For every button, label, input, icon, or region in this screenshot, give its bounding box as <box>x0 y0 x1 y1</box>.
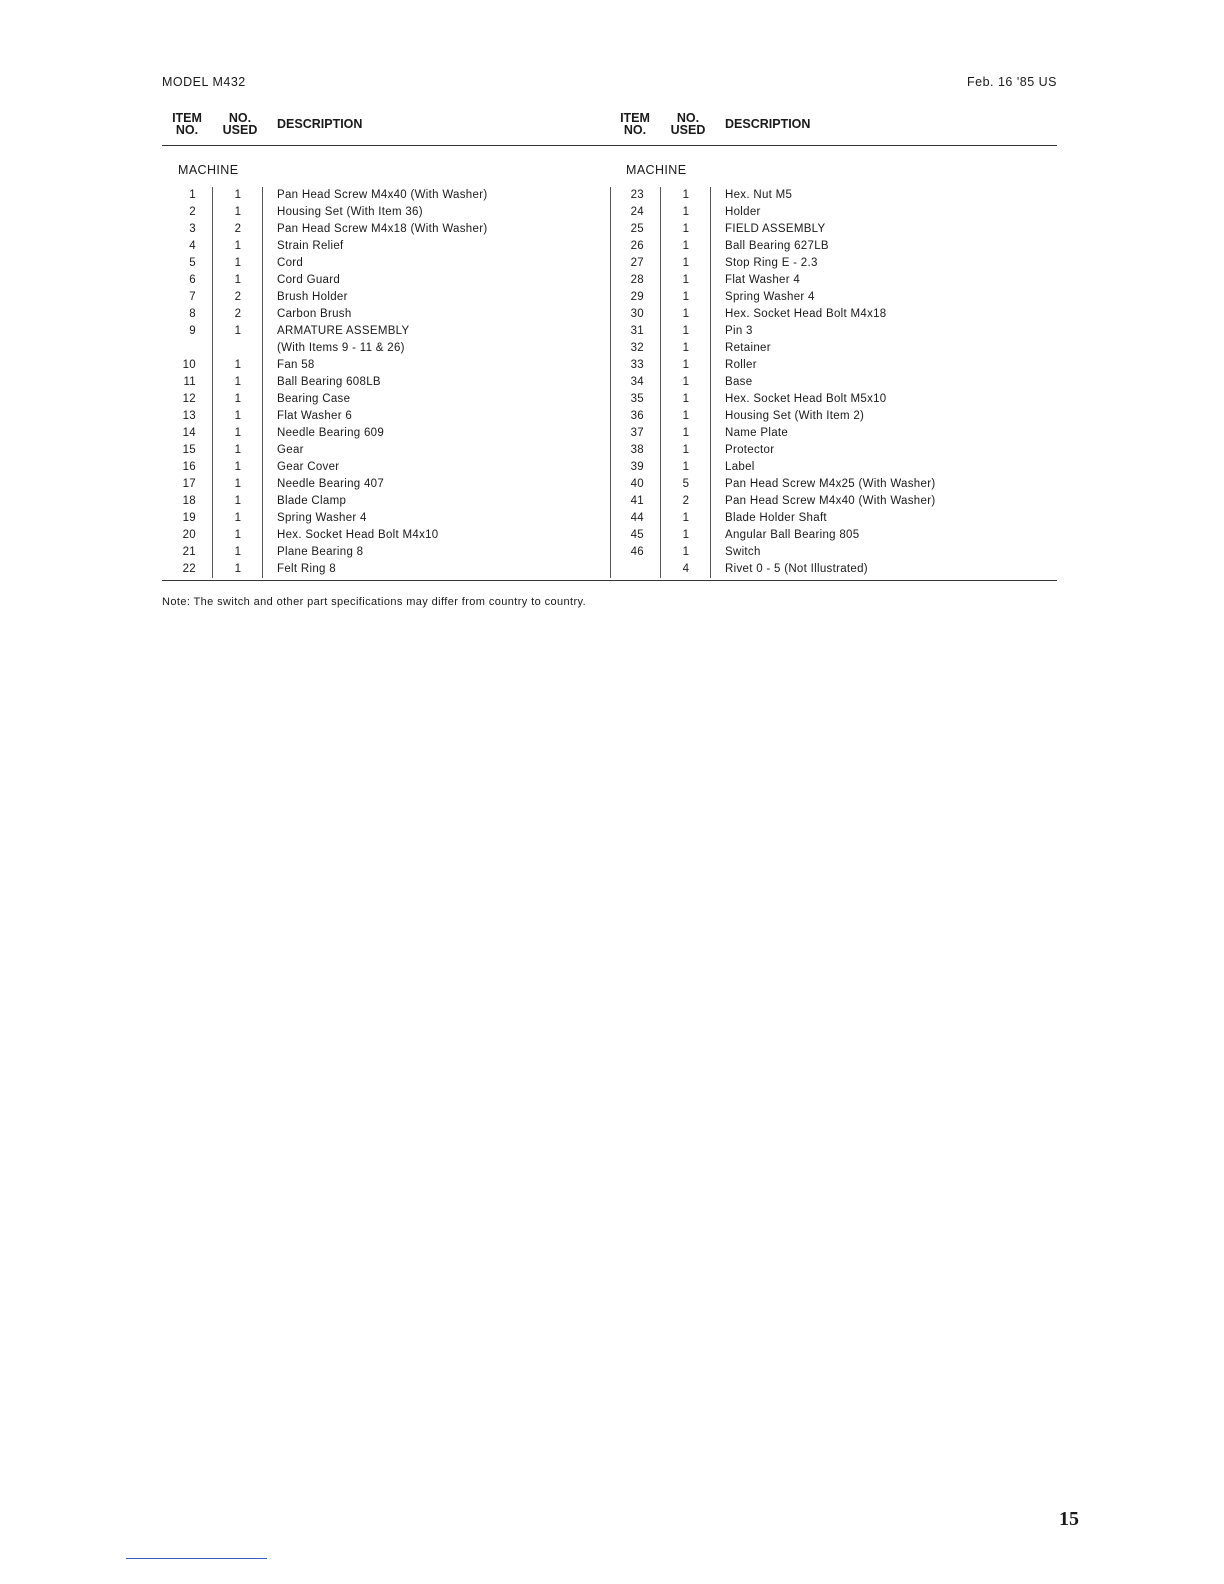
description-header: DESCRIPTION <box>277 117 363 131</box>
table-row <box>162 408 602 425</box>
quantity-used: 1 <box>682 274 690 286</box>
quantity-used: 1 <box>682 189 690 201</box>
item-no-header: ITEM NO. <box>172 111 202 137</box>
item-number: 34 <box>630 376 644 388</box>
item-number: 27 <box>630 257 644 269</box>
part-description: Hex. Socket Head Bolt M4x10 <box>277 529 439 541</box>
part-description: Spring Washer 4 <box>725 291 815 303</box>
quantity-used: 1 <box>682 376 690 388</box>
item-number: 16 <box>182 461 196 473</box>
no-used-header: NO. USED <box>670 111 706 137</box>
quantity-used: 1 <box>234 325 242 337</box>
part-description: Flat Washer 4 <box>725 274 801 286</box>
part-description: Carbon Brush <box>277 308 352 320</box>
item-number: 28 <box>630 274 644 286</box>
quantity-used: 1 <box>682 342 690 354</box>
table-row <box>162 306 602 323</box>
item-number: 44 <box>630 512 644 524</box>
part-description: Cord Guard <box>277 274 341 286</box>
part-description: Pan Head Screw M4x40 (With Washer) <box>725 495 936 507</box>
table-row <box>162 527 602 544</box>
table-row <box>162 238 602 255</box>
item-number: 13 <box>182 410 196 422</box>
quantity-used: 1 <box>234 206 242 218</box>
part-description: Blade Holder Shaft <box>725 512 827 524</box>
part-description: Retainer <box>725 342 771 354</box>
quantity-used: 1 <box>234 546 242 558</box>
item-number: 35 <box>630 393 644 405</box>
part-description: Spring Washer 4 <box>277 512 367 524</box>
part-description: ARMATURE ASSEMBLY <box>277 325 410 337</box>
part-description: Name Plate <box>725 427 789 439</box>
table-row <box>610 272 1050 289</box>
item-number: 20 <box>182 529 196 541</box>
item-number: 30 <box>630 308 644 320</box>
quantity-used: 1 <box>234 461 242 473</box>
item-number: 37 <box>630 427 644 439</box>
part-description: Protector <box>725 444 775 456</box>
item-number: 14 <box>182 427 196 439</box>
part-description: Hex. Socket Head Bolt M5x10 <box>725 393 887 405</box>
quantity-used: 1 <box>234 240 242 252</box>
quantity-used: 1 <box>234 393 242 405</box>
table-row <box>162 323 602 340</box>
part-description: Needle Bearing 609 <box>277 427 385 439</box>
part-description: Label <box>725 461 755 473</box>
quantity-used: 1 <box>234 444 242 456</box>
part-description: Housing Set (With Item 36) <box>277 206 423 218</box>
quantity-used: 1 <box>682 427 690 439</box>
table-row <box>610 459 1050 476</box>
table-bottom-rule <box>162 580 1057 581</box>
table-row <box>162 374 602 391</box>
table-row <box>610 561 1050 578</box>
item-number: 29 <box>630 291 644 303</box>
no-used-header: NO. USED <box>222 111 258 137</box>
part-description: Felt Ring 8 <box>277 563 336 575</box>
part-description: Ball Bearing 608LB <box>277 376 381 388</box>
quantity-used: 1 <box>234 563 242 575</box>
table-row <box>162 493 602 510</box>
quantity-used: 2 <box>234 291 242 303</box>
item-number: 24 <box>630 206 644 218</box>
table-row <box>610 357 1050 374</box>
item-number: 12 <box>182 393 196 405</box>
part-description: Gear Cover <box>277 461 340 473</box>
part-description: Pan Head Screw M4x25 (With Washer) <box>725 478 936 490</box>
part-description: Stop Ring E - 2.3 <box>725 257 818 269</box>
quantity-used: 1 <box>682 291 690 303</box>
footer-line <box>126 1558 267 1559</box>
table-row <box>162 272 602 289</box>
table-row <box>162 476 602 493</box>
table-row <box>162 442 602 459</box>
item-number: 38 <box>630 444 644 456</box>
part-description: FIELD ASSEMBLY <box>725 223 826 235</box>
quantity-used: 1 <box>682 240 690 252</box>
parts-list-table <box>162 108 1057 584</box>
table-row <box>610 544 1050 561</box>
model-label: MODEL M432 <box>162 75 246 89</box>
quantity-used: 2 <box>234 308 242 320</box>
item-number: 36 <box>630 410 644 422</box>
part-description: Pan Head Screw M4x40 (With Washer) <box>277 189 488 201</box>
item-number: 4 <box>189 240 196 252</box>
table-row <box>610 476 1050 493</box>
table-row <box>162 255 602 272</box>
part-description: Bearing Case <box>277 393 351 405</box>
item-number: 41 <box>630 495 644 507</box>
parts-rows <box>162 187 602 578</box>
part-description: Plane Bearing 8 <box>277 546 364 558</box>
parts-rows <box>610 187 1050 578</box>
item-number: 45 <box>630 529 644 541</box>
table-row <box>162 544 602 561</box>
part-description: Housing Set (With Item 2) <box>725 410 865 422</box>
item-number: 10 <box>182 359 196 371</box>
table-row <box>610 221 1050 238</box>
table-row <box>610 255 1050 272</box>
table-row <box>162 510 602 527</box>
quantity-used: 1 <box>682 308 690 320</box>
item-number: 2 <box>189 206 196 218</box>
item-number: 39 <box>630 461 644 473</box>
item-number: 23 <box>630 189 644 201</box>
quantity-used: 1 <box>682 257 690 269</box>
part-description: Flat Washer 6 <box>277 410 353 422</box>
quantity-used: 1 <box>234 512 242 524</box>
table-row <box>610 425 1050 442</box>
table-row <box>610 374 1050 391</box>
part-description: Pin 3 <box>725 325 753 337</box>
part-description: Hex. Socket Head Bolt M4x18 <box>725 308 887 320</box>
table-row <box>610 340 1050 357</box>
quantity-used: 1 <box>234 257 242 269</box>
item-number: 33 <box>630 359 644 371</box>
quantity-used: 2 <box>234 223 242 235</box>
quantity-used: 1 <box>234 427 242 439</box>
item-number: 19 <box>182 512 196 524</box>
table-row <box>610 204 1050 221</box>
header-rule <box>162 145 1057 146</box>
item-number: 21 <box>182 546 196 558</box>
part-description: Needle Bearing 407 <box>277 478 385 490</box>
table-row <box>162 425 602 442</box>
part-description: Cord <box>277 257 304 269</box>
item-number: 22 <box>182 563 196 575</box>
footnote: Note: The switch and other part specifications may differ from country to country. <box>162 596 587 608</box>
parts-column-left <box>162 108 602 584</box>
table-row <box>610 391 1050 408</box>
date-label: Feb. 16 '85 US <box>967 75 1057 89</box>
part-description: Brush Holder <box>277 291 348 303</box>
table-row <box>162 187 602 204</box>
quantity-used: 1 <box>682 410 690 422</box>
quantity-used: 5 <box>682 478 690 490</box>
quantity-used: 1 <box>682 206 690 218</box>
section-label: MACHINE <box>178 163 239 177</box>
item-number: 5 <box>189 257 196 269</box>
part-description: Switch <box>725 546 761 558</box>
table-row <box>610 238 1050 255</box>
table-row <box>610 306 1050 323</box>
quantity-used: 1 <box>234 529 242 541</box>
table-row <box>610 408 1050 425</box>
item-number: 7 <box>189 291 196 303</box>
quantity-used: 1 <box>682 359 690 371</box>
quantity-used: 1 <box>234 274 242 286</box>
item-number: 9 <box>189 325 196 337</box>
table-row <box>162 459 602 476</box>
quantity-used: 1 <box>682 325 690 337</box>
item-number: 32 <box>630 342 644 354</box>
part-description: Pan Head Screw M4x18 (With Washer) <box>277 223 488 235</box>
part-description: Fan 58 <box>277 359 315 371</box>
item-number: 11 <box>183 376 196 388</box>
page-number: 15 <box>1059 1508 1079 1530</box>
quantity-used: 1 <box>682 529 690 541</box>
item-number: 26 <box>630 240 644 252</box>
part-description: Ball Bearing 627LB <box>725 240 829 252</box>
quantity-used: 4 <box>682 563 690 575</box>
part-description: Holder <box>725 206 761 218</box>
item-number: 18 <box>182 495 196 507</box>
item-number: 46 <box>630 546 644 558</box>
item-number: 31 <box>630 325 644 337</box>
section-label: MACHINE <box>626 163 687 177</box>
item-number: 15 <box>182 444 196 456</box>
part-description: Gear <box>277 444 304 456</box>
table-row <box>610 323 1050 340</box>
item-no-header: ITEM NO. <box>620 111 650 137</box>
part-description: Roller <box>725 359 757 371</box>
part-description: Rivet 0 - 5 (Not Illustrated) <box>725 563 868 575</box>
quantity-used: 1 <box>234 359 242 371</box>
item-number: 6 <box>189 274 196 286</box>
item-number: 25 <box>630 223 644 235</box>
table-row <box>162 340 602 357</box>
quantity-used: 1 <box>682 444 690 456</box>
item-number: 17 <box>182 478 196 490</box>
quantity-used: 1 <box>234 478 242 490</box>
table-row <box>162 561 602 578</box>
part-description: Hex. Nut M5 <box>725 189 793 201</box>
quantity-used: 1 <box>682 512 690 524</box>
quantity-used: 1 <box>234 495 242 507</box>
quantity-used: 2 <box>682 495 690 507</box>
item-number: 1 <box>189 189 196 201</box>
item-number: 40 <box>630 478 644 490</box>
table-row <box>610 289 1050 306</box>
part-description: Blade Clamp <box>277 495 347 507</box>
quantity-used: 1 <box>682 393 690 405</box>
part-description: Base <box>725 376 753 388</box>
table-row <box>162 204 602 221</box>
table-row <box>162 289 602 306</box>
part-description: Strain Relief <box>277 240 344 252</box>
table-row <box>162 391 602 408</box>
quantity-used: 1 <box>234 189 242 201</box>
part-description: Angular Ball Bearing 805 <box>725 529 860 541</box>
description-header: DESCRIPTION <box>725 117 811 131</box>
item-number: 3 <box>189 223 196 235</box>
part-description: (With Items 9 - 11 & 26) <box>277 342 405 354</box>
quantity-used: 1 <box>682 461 690 473</box>
quantity-used: 1 <box>234 410 242 422</box>
quantity-used: 1 <box>234 376 242 388</box>
parts-column-right <box>610 108 1050 584</box>
table-row <box>610 510 1050 527</box>
quantity-used: 1 <box>682 223 690 235</box>
table-row <box>162 357 602 374</box>
table-row <box>610 493 1050 510</box>
quantity-used: 1 <box>682 546 690 558</box>
item-number: 8 <box>189 308 196 320</box>
table-row <box>610 527 1050 544</box>
table-row <box>610 187 1050 204</box>
table-row <box>610 442 1050 459</box>
table-row <box>162 221 602 238</box>
